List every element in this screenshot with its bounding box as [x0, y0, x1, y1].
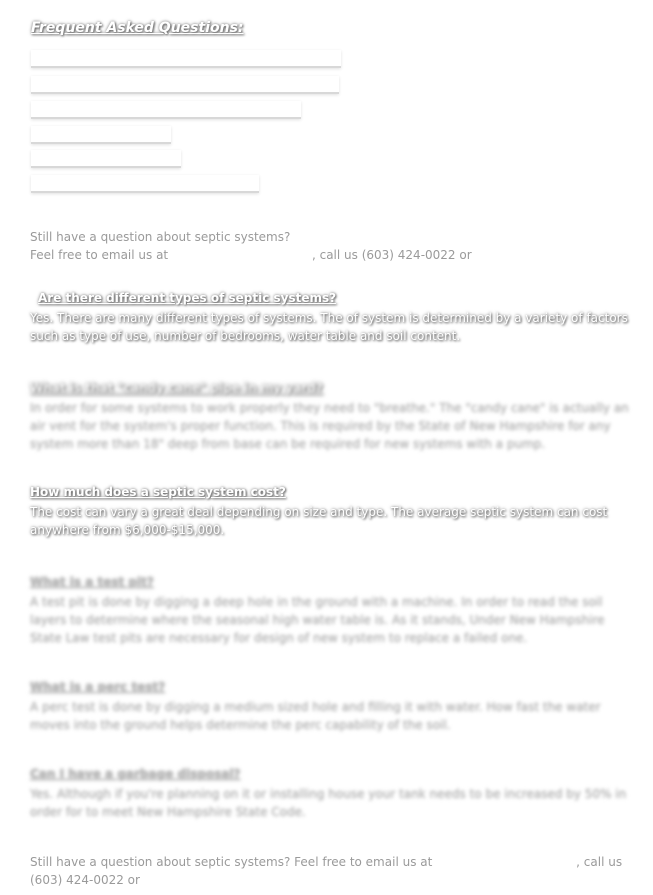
faq-question-4: What is a test pit?: [30, 575, 154, 589]
faq-toc-link-1[interactable]: [31, 50, 651, 68]
faq-toc-link-2[interactable]: [31, 76, 651, 94]
contact-prompt: Still have a question about septic systems?: [30, 230, 291, 244]
contact-email-pre: Feel free to email us at: [30, 248, 169, 262]
contact-email-post: , call us (603) 424-0022 or: [311, 248, 472, 262]
faq-toc-link-3[interactable]: [31, 101, 651, 119]
faq-toc-link-4[interactable]: [31, 126, 651, 144]
contact-footer-post: , call us (603) 424-0022 or: [30, 855, 623, 887]
faq-question-2: What is that "candy cane" pipe in my yard?: [30, 381, 323, 395]
faq-answer-1: Yes. There are many different types of systems. The of system is determined by a variety of factors such as type of use, number of bedrooms, water table and soil content.: [30, 311, 628, 343]
faq-question-1: Are there different types of septic systems?: [38, 291, 337, 305]
faq-toc-link-6[interactable]: [31, 175, 651, 193]
toc-link-text: [31, 126, 171, 144]
toc-link-text: [31, 150, 181, 168]
toc-link-text: [31, 101, 301, 119]
faq-question-5: What is a perc test?: [30, 680, 166, 694]
faq-question-3: How much does a septic system cost?: [30, 485, 286, 499]
faq-answer-5: A perc test is done by digging a medium sized hole and filling it with water. How fast the water moves into the ground helps determine the perc capability of the soil.: [30, 700, 601, 732]
contact-footer-pre: Still have a question about septic systems? Feel free to email us at: [30, 855, 433, 869]
contact-line: [30, 246, 630, 264]
toc-link-text: [31, 175, 259, 193]
faq-toc-link-5[interactable]: [31, 150, 651, 168]
faq-question-6: Can I have a garbage disposal?: [30, 767, 241, 781]
faq-answer-6: Yes. Although if you're planning on it or installing house your tank needs to be increased by 50% in order for to meet New Hampshire State Code.: [30, 787, 627, 819]
faq-answer-3: The cost can vary a great deal depending on size and type. The average septic system can cost anywhere from $6,000-$15,000.: [30, 505, 608, 537]
faq-answer-4: A test pit is done by digging a deep hole in the ground with a machine. In order to read the soil layers to determine where the seasonal high water table is. As it stands, Under New Hampshire State Law test pits are necessary for design of new system to replace a failed one.: [30, 595, 605, 645]
toc-link-text: [31, 50, 341, 68]
faq-answer-2: In order for some systems to work properly they need to "breathe." The "candy cane" is actually an air vent for the system's proper function. This is required by the State of New Hampshire for any system more than 18" deep from base can be required for new systems with a pump.: [30, 401, 629, 451]
page-title: Frequent Asked Questions:: [31, 20, 244, 36]
toc-link-text: [31, 76, 339, 94]
contact-footer: [30, 853, 630, 889]
